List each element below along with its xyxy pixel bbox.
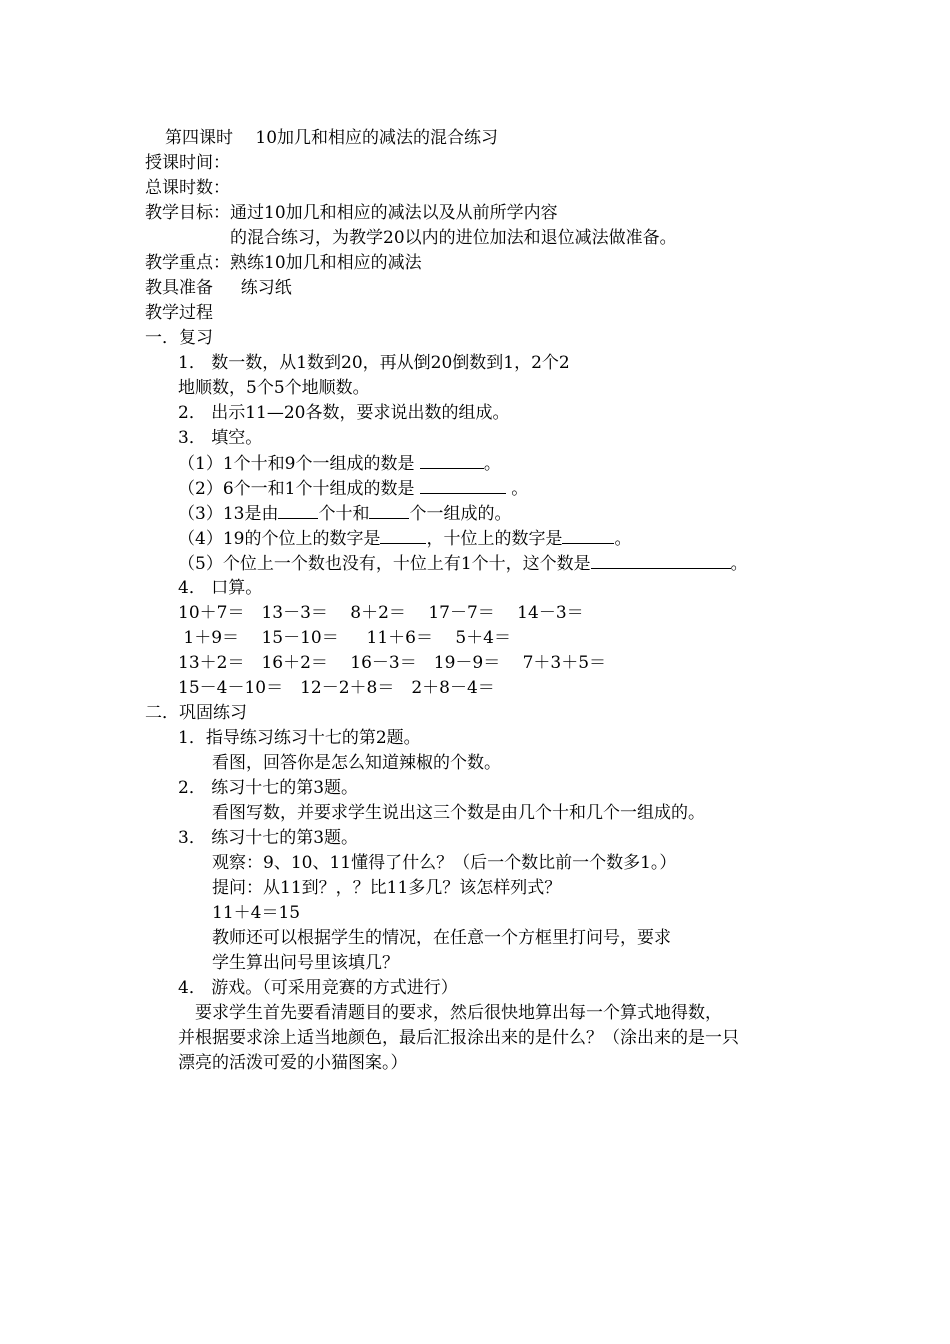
fill-blank-1-end: 。 [483,454,501,474]
review-item-3: 3． 填空。 [178,428,263,448]
teaching-tools: 教具准备 练习纸 [145,278,292,298]
game-paragraph-line-1: 要求学生首先要看清题目的要求，然后很快地算出每一个算式地得数， [178,1003,722,1023]
review-item-4: 4． 口算。 [178,578,263,598]
fill-blank-4-text: （4）19的个位上的数字是 [178,529,381,549]
mental-math-row-4: 15－4－10＝ 12－2＋8＝ 2＋8－4＝ [178,678,495,698]
fill-blank-3-text: （3）13是由 [178,504,279,524]
mental-math-row-3: 13＋2＝ 16＋2＝ 16－3＝ 19－9＝ 7＋3＋5＝ [178,653,607,673]
fill-blank-4 [178,527,631,550]
answer-blank [278,502,318,519]
fill-blank-4-mid: ，十位上的数字是 [426,529,563,549]
answer-blank [420,452,484,469]
game-paragraph-line-2: 并根据要求涂上适当地颜色，最后汇报涂出来的是什么？（涂出来的是一只 [178,1028,739,1048]
teaching-goal-line-2: 的混合练习，为教学20以内的进位加法和退位减法做准备。 [230,228,677,248]
lesson-title: 第四课时 10加几和相应的减法的混合练习 [165,128,499,148]
answer-blank [380,527,426,544]
fill-blank-2 [178,477,528,500]
fill-blank-5-end: 。 [730,554,748,574]
answer-blank [591,552,731,569]
teaching-goal-line-1: 教学目标：通过10加几和相应的减法以及从前所学内容 [145,203,558,223]
total-lessons-label: 总课时数： [145,178,230,198]
fill-blank-2-text: （2）6个一和1个十组成的数是 [178,479,420,499]
practice-item-1-detail: 看图，回答你是怎么知道辣椒的个数。 [212,753,501,773]
answer-blank [369,502,409,519]
game-paragraph-line-3: 漂亮的活泼可爱的小猫图案。） [178,1053,408,1073]
teaching-time-label: 授课时间： [145,153,230,173]
fill-blank-3 [178,502,511,525]
fill-blank-3-mid: 个十和 [318,504,370,524]
practice-item-2: 2． 练习十七的第3题。 [178,778,359,798]
answer-blank [420,477,506,494]
fill-blank-2-end: 。 [505,479,529,499]
answer-blank [562,527,614,544]
review-item-2: 2． 出示11—20各数，要求说出数的组成。 [178,403,510,423]
fill-blank-5-text: （5）个位上一个数也没有，十位上有1个十，这个数是 [178,554,591,574]
fill-blank-1-text: （1）1个十和9个一组成的数是 [178,454,420,474]
fill-blank-4-end: 。 [614,529,632,549]
fill-blank-3-end: 个一组成的。 [409,504,512,524]
teaching-process-heading: 教学过程 [145,303,213,323]
mental-math-row-2: 1＋9＝ 15－10＝ 11＋6＝ 5＋4＝ [178,628,511,648]
teaching-focus: 教学重点：熟练10加几和相应的减法 [145,253,422,273]
practice-item-3-equation: 11＋4＝15 [212,903,301,923]
review-item-1-line-1: 1． 数一数，从1数到20，再从倒20倒数到1，2个2 [178,353,570,373]
practice-item-1: 1．指导练习练习十七的第2题。 [178,728,421,748]
section-review-heading: 一．复习 [145,328,213,348]
practice-item-3-note-2: 学生算出问号里该填几？ [212,953,399,973]
practice-item-3: 3． 练习十七的第3题。 [178,828,359,848]
fill-blank-5 [178,552,748,575]
review-item-1-line-2: 地顺数，5个5个地顺数。 [178,378,370,398]
practice-item-4: 4． 游戏。（可采用竞赛的方式进行） [178,978,458,998]
section-practice-heading: 二．巩固练习 [145,703,247,723]
practice-item-2-detail: 看图写数，并要求学生说出这三个数是由几个十和几个一组成的。 [212,803,705,823]
mental-math-row-1: 10＋7＝ 13－3＝ 8＋2＝ 17－7＝ 14－3＝ [178,603,584,623]
practice-item-3-observe: 观察：9、10、11懂得了什么？（后一个数比前一个数多1。） [212,853,677,873]
fill-blank-1 [178,452,501,475]
practice-item-3-note-1: 教师还可以根据学生的情况，在任意一个方框里打问号，要求 [212,928,671,948]
practice-item-3-question: 提问：从11到？，？比11多几？该怎样列式？ [212,878,562,898]
